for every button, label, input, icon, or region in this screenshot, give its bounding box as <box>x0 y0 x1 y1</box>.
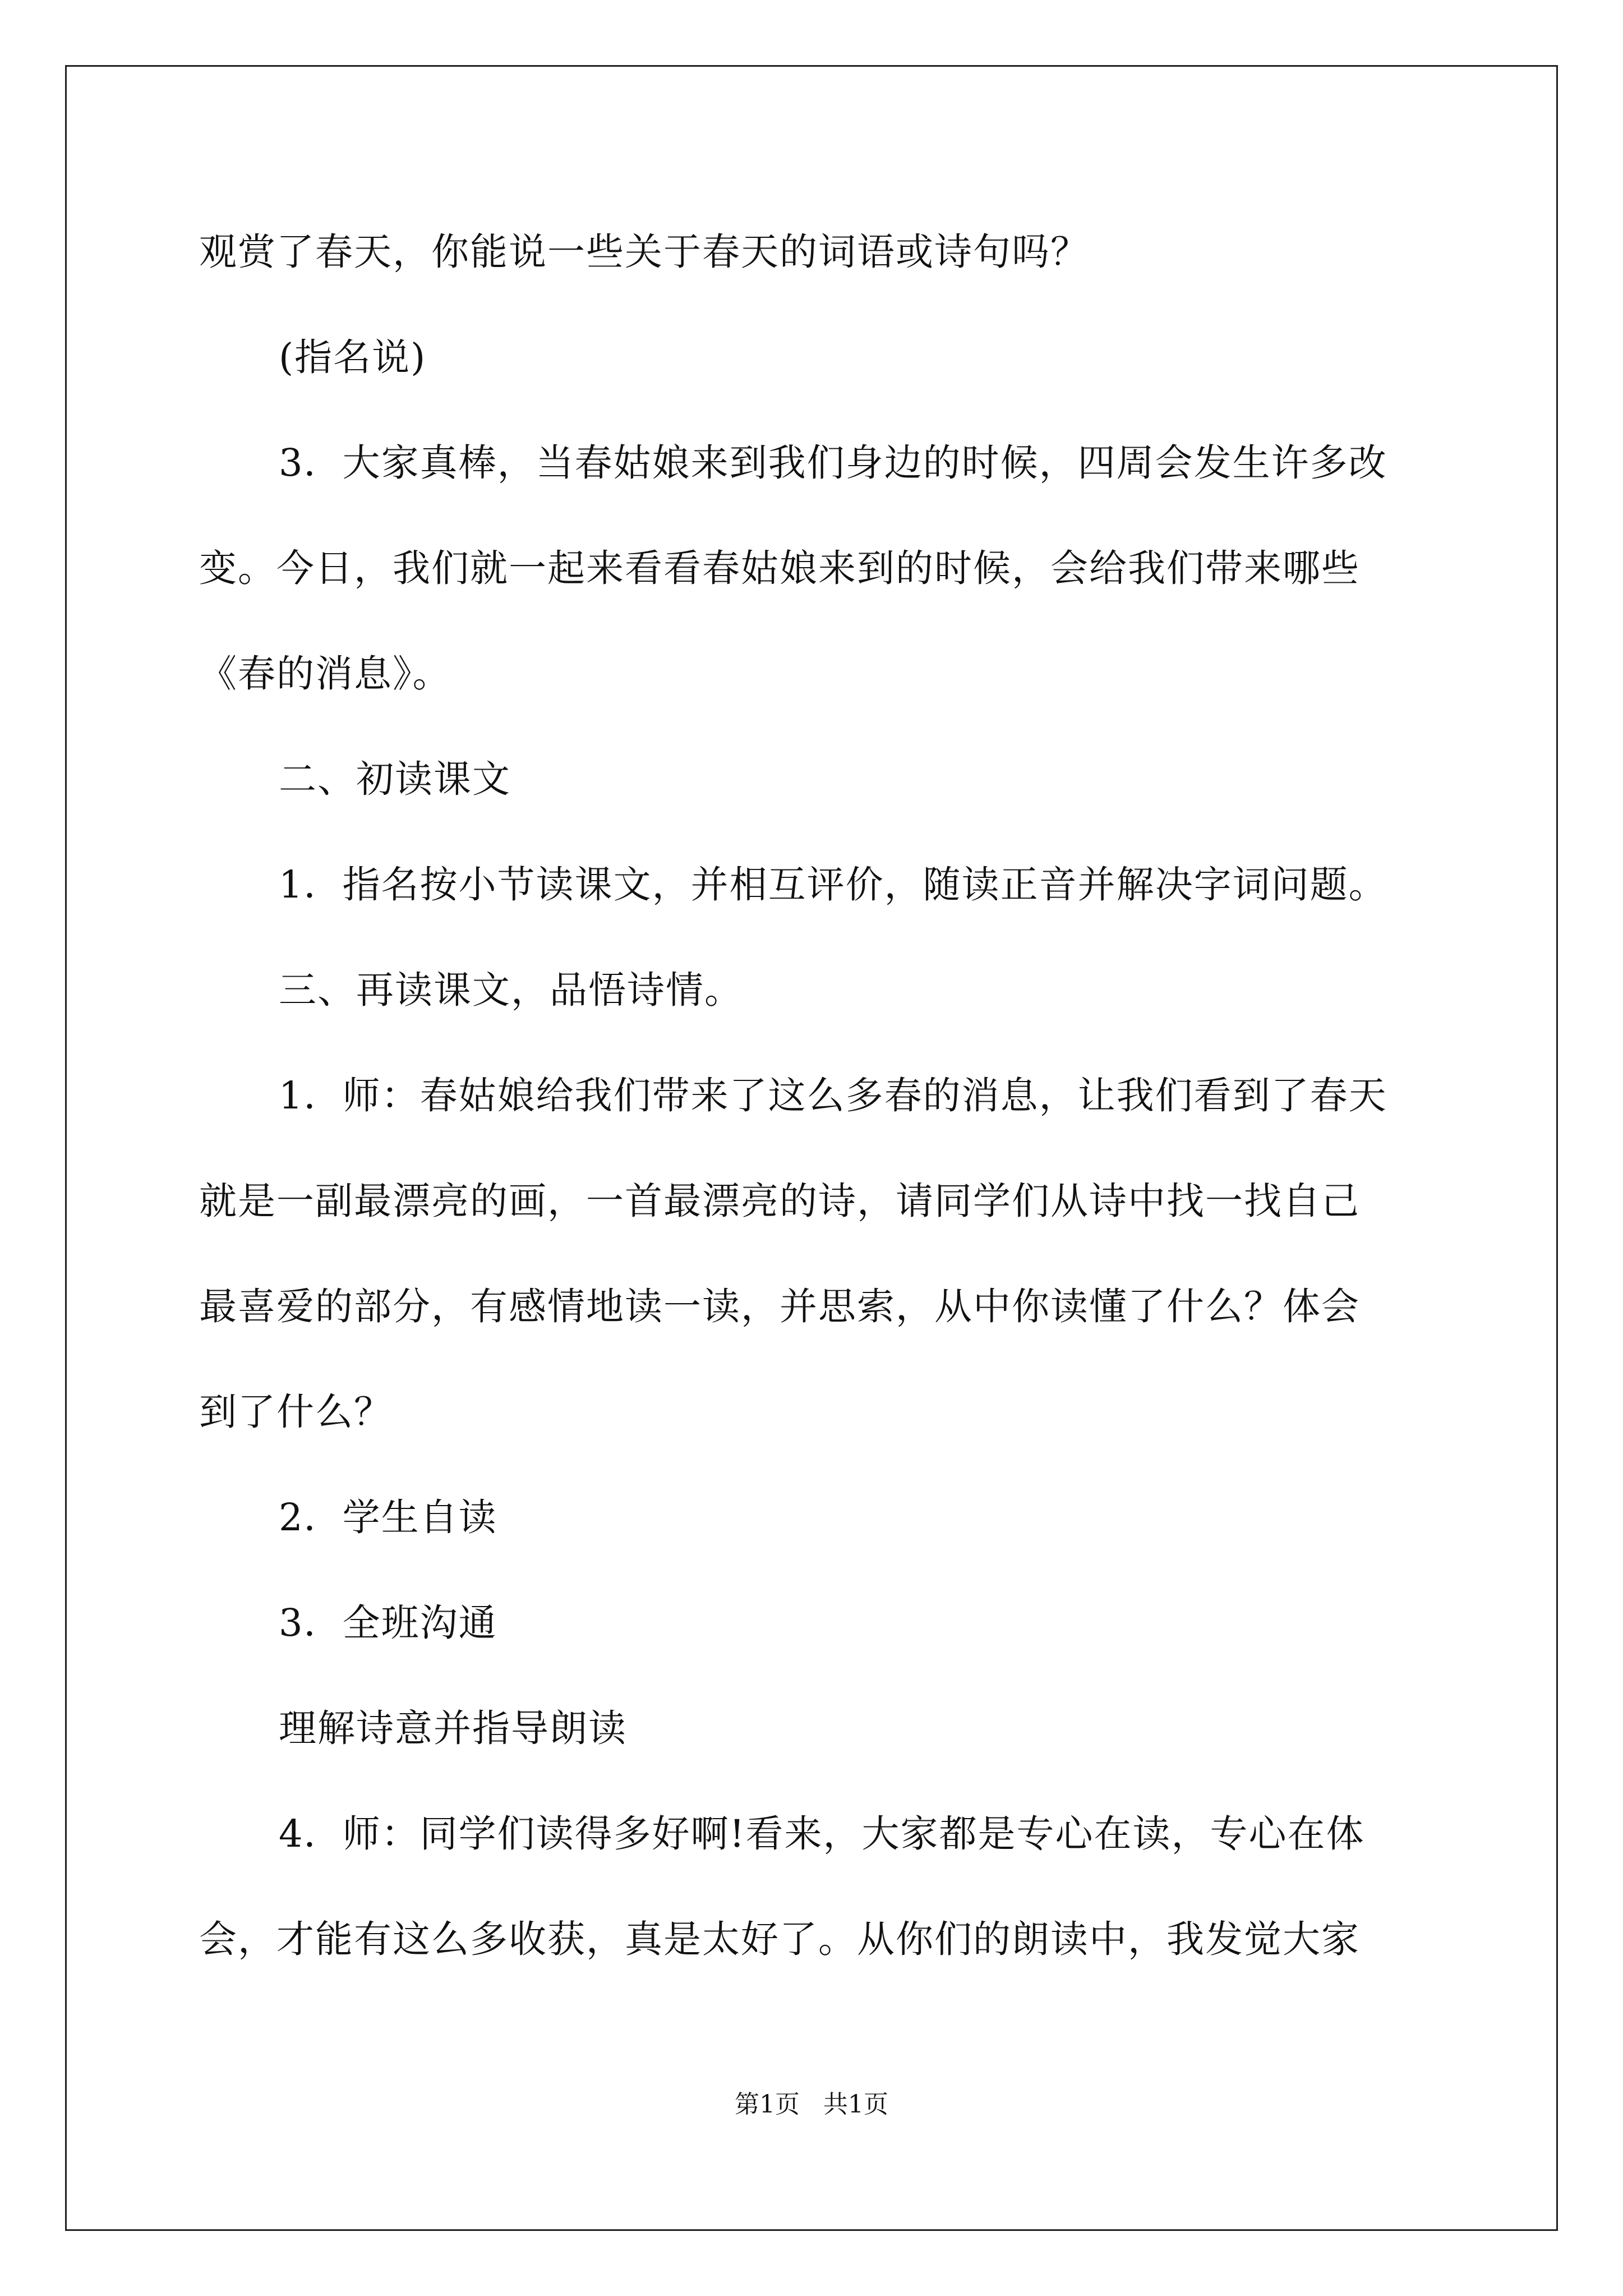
text-line-5: 《春的消息》。 <box>199 652 451 696</box>
section-heading-reread: 三、再读课文，品悟诗情。 <box>279 968 743 1012</box>
text-line-17: 会，才能有这么多收获，真是太好了。从你们的朗读中，我发觉大家 <box>199 1917 1360 1961</box>
text-line-12: 到了什么？ <box>199 1390 393 1434</box>
text-line-9: 1．师：春姑娘给我们带来了这么多春的消息，让我们看到了春天 <box>279 1074 1387 1117</box>
text-line-11: 最喜爱的部分，有感情地读一读，并思索，从中你读懂了什么？体会 <box>199 1285 1360 1328</box>
page-footer: 第1页 共1页 <box>735 2090 888 2119</box>
text-line-13: 2．学生自读 <box>279 1496 497 1539</box>
text-line-16: 4．师：同学们读得多好啊!看来，大家都是专心在读，专心在体 <box>279 1812 1365 1856</box>
text-line-4: 变。今日，我们就一起来看看春姑娘来到的时候，会给我们带来哪些 <box>199 546 1360 590</box>
text-line-15: 理解诗意并指导朗读 <box>279 1706 627 1750</box>
text-line-10: 就是一副最漂亮的画，一首最漂亮的诗，请同学们从诗中找一找自己 <box>199 1179 1360 1223</box>
section-heading-first-reading: 二、初读课文 <box>279 757 511 801</box>
text-line-14: 3．全班沟通 <box>279 1601 497 1645</box>
text-line-2: (指名说) <box>279 335 427 379</box>
page-border <box>65 65 1558 2231</box>
text-line-7: 1．指名按小节读课文，并相互评价，随读正音并解决字词问题。 <box>279 863 1387 907</box>
text-line-3: 3．大家真棒，当春姑娘来到我们身边的时候，四周会发生许多改 <box>279 441 1387 485</box>
text-line-1: 观赏了春天，你能说一些关于春天的词语或诗句吗？ <box>199 230 1089 274</box>
